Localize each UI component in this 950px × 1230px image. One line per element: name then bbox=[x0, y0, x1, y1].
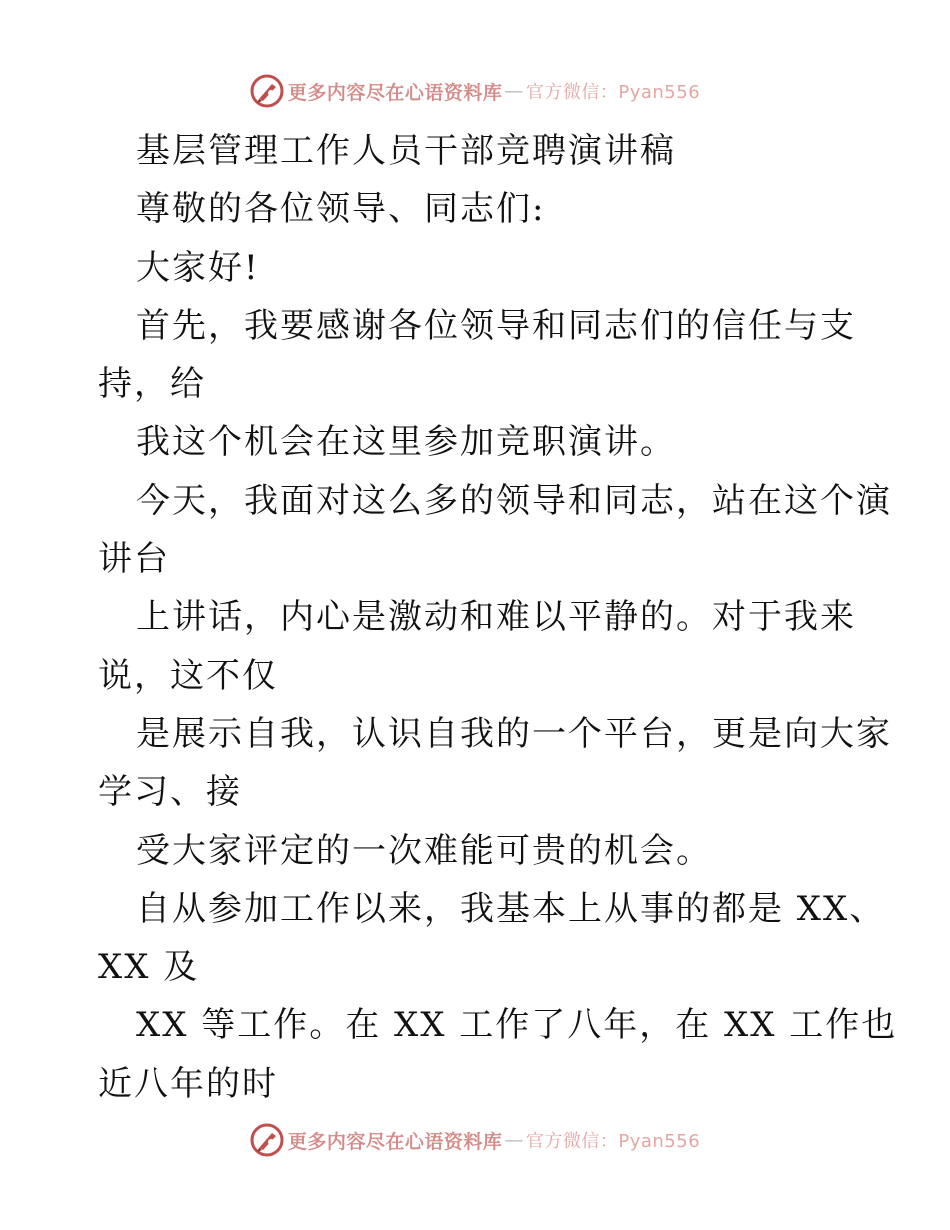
banner-wechat: 官方微信：Pyan556 bbox=[525, 82, 701, 103]
text-line: 我这个机会在这里参加竞职演讲。 bbox=[136, 422, 676, 463]
text-line: XX 及 bbox=[98, 947, 200, 988]
text-line: 讲台 bbox=[98, 539, 170, 580]
text-line: XX 等工作。在 XX 工作了八年，在 XX 工作也 bbox=[136, 1005, 898, 1046]
banner-dash: — bbox=[504, 80, 524, 102]
header-watermark-banner bbox=[0, 71, 950, 111]
text-line: 上讲话，内心是激动和难以平静的。对于我来 bbox=[136, 597, 856, 638]
text-line: 受大家评定的一次难能可贵的机会。 bbox=[136, 830, 712, 871]
text-line: 首先，我要感谢各位领导和同志们的信任与支 bbox=[136, 305, 856, 346]
footer-watermark-banner bbox=[0, 1120, 950, 1160]
pen-seal-icon bbox=[250, 1123, 284, 1157]
text-line: 是展示自我，认识自我的一个平台，更是向大家 bbox=[136, 713, 892, 754]
text-line: 大家好! bbox=[136, 247, 260, 288]
banner-text: 更多内容尽在心语资料库 bbox=[287, 81, 503, 104]
banner-text: 更多内容尽在心语资料库 bbox=[287, 1130, 503, 1153]
text-line: 近八年的时 bbox=[98, 1063, 278, 1104]
document-body bbox=[98, 122, 898, 1113]
text-line: 学习、接 bbox=[98, 772, 242, 813]
document-title: 基层管理工作人员干部竞聘演讲稿 bbox=[136, 131, 676, 171]
text-line: 持，给 bbox=[98, 364, 206, 405]
text-line: 自从参加工作以来，我基本上从事的都是 XX、 bbox=[136, 888, 886, 929]
pen-seal-icon bbox=[250, 74, 284, 108]
banner-wechat: 官方微信：Pyan556 bbox=[525, 1131, 701, 1152]
banner-dash: — bbox=[504, 1129, 524, 1151]
text-line: 尊敬的各位领导、同志们: bbox=[136, 189, 546, 230]
text-line: 说，这不仅 bbox=[98, 655, 278, 696]
text-line: 今天，我面对这么多的领导和同志，站在这个演 bbox=[136, 480, 892, 521]
